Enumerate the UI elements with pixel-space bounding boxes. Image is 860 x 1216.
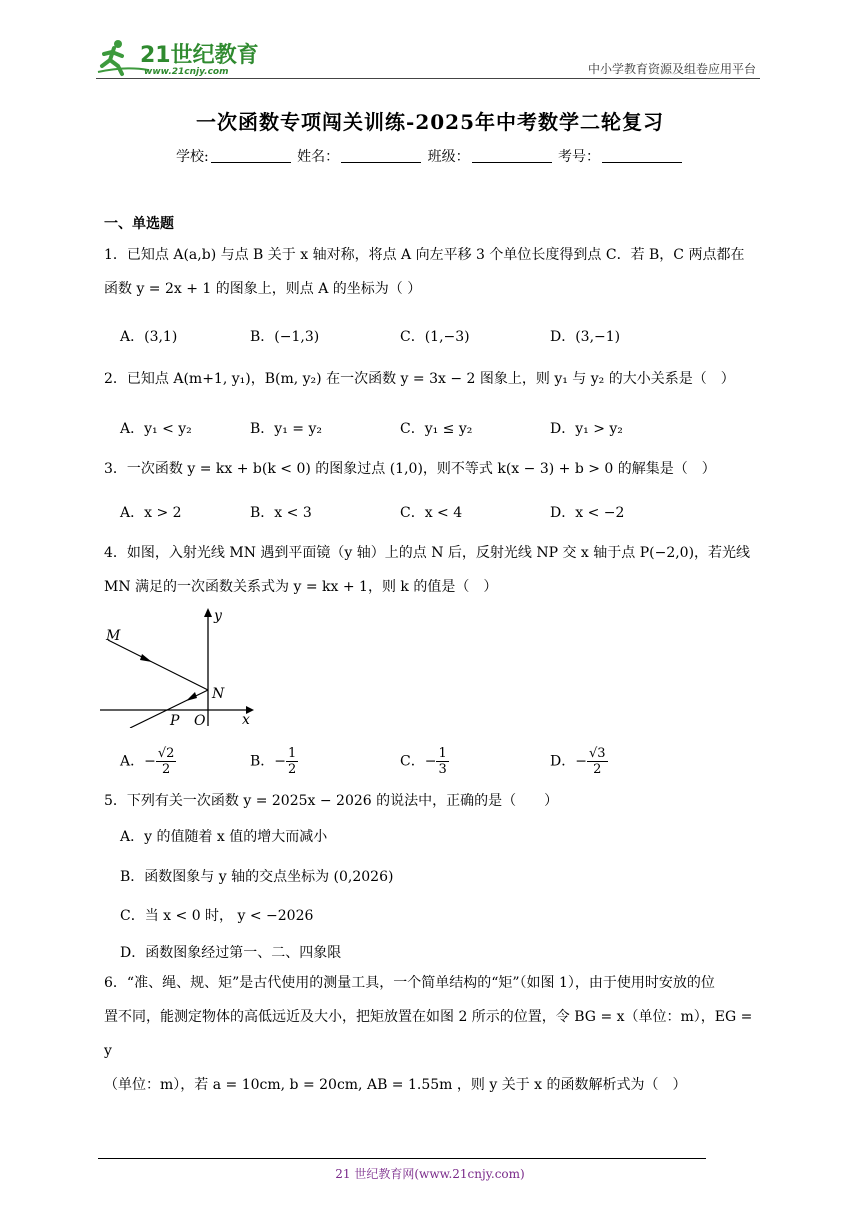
label-x: x xyxy=(242,712,250,728)
q4-a-label: A． xyxy=(120,753,145,770)
q1-option-c[interactable]: C．(1,−3) xyxy=(400,329,470,345)
q3-option-c[interactable]: C．x < 4 xyxy=(400,505,463,521)
q4-option-d[interactable] xyxy=(550,746,608,777)
q5-option-d[interactable]: D．函数图象经过第一、二、四象限 xyxy=(120,945,342,961)
q4-b-fraction xyxy=(286,746,298,777)
incident-ray xyxy=(108,640,208,690)
q4-d-sign: − xyxy=(575,753,587,770)
q4-b-label: B． xyxy=(250,753,275,770)
q4-figure xyxy=(98,606,260,728)
q4-b-den: 2 xyxy=(288,762,297,777)
q5-option-a[interactable]: A．y 的值随着 x 值的增大而减小 xyxy=(120,829,328,845)
q4-b-sign: − xyxy=(274,753,287,770)
q2-line1: 2．已知点 A(m+1, y₁)，B(m, y₂) 在一次函数 y = 3x − 2 图象上，则 y₁ 与 y₂ 的大小关系是（ ） xyxy=(104,371,735,387)
name-field[interactable] xyxy=(341,148,421,163)
q4-b-num: 1 xyxy=(288,746,297,761)
q3-option-d[interactable]: D．x < −2 xyxy=(550,505,625,521)
question-6 xyxy=(104,966,764,1102)
q4-c-label: C． xyxy=(400,753,425,770)
q2-option-d[interactable]: D．y₁ > y₂ xyxy=(550,421,623,437)
question-3 xyxy=(104,452,764,486)
q5-option-c[interactable]: C．当 x < 0 时， y < −2026 xyxy=(120,908,314,924)
q1-option-b[interactable]: B．(−1,3) xyxy=(250,329,320,345)
q1-line1: 1．已知点 A(a,b) 与点 B 关于 x 轴对称，将点 A 向左平移 3 个单位长度得到点 C．若 B，C 两点都在 xyxy=(104,247,745,263)
q4-d-label: D． xyxy=(550,753,576,770)
q4-d-num: √3 xyxy=(588,746,606,761)
q5-line1: 5．下列有关一次函数 y = 2025x − 2026 的说法中，正确的是（ ） xyxy=(104,793,559,809)
label-y: y xyxy=(214,608,222,624)
student-info xyxy=(0,146,860,166)
question-5 xyxy=(104,784,764,818)
reflected-arrow xyxy=(186,692,197,701)
q1-option-a[interactable]: A．(3,1) xyxy=(120,329,178,345)
school-label: 学校: xyxy=(175,149,209,165)
q1-line2: 函数 y = 2x + 1 的图象上，则点 A 的坐标为（ ） xyxy=(104,281,422,297)
q6-line3: （单位：m），若 a = 10cm, b = 20cm, AB = 1.55m ，则 y 关于 x 的函数解析式为（ ） xyxy=(104,1077,687,1093)
q6-line2: 置不同，能测定物体的高低远近及大小，把矩放置在如图 2 所示的位置，令 BG = x（单位：m），EG = y xyxy=(104,1009,753,1059)
q4-option-c[interactable] xyxy=(400,746,449,777)
q5-option-b[interactable]: B．函数图象与 y 轴的交点坐标为 (0,2026) xyxy=(120,869,394,885)
q3-line1: 3．一次函数 y = kx + b(k < 0) 的图象过点 (1,0)，则不等式 k(x − 3) + b > 0 的解集是（ ） xyxy=(104,461,716,477)
q2-option-a[interactable]: A．y₁ < y₂ xyxy=(120,421,192,437)
q4-line1: 4．如图，入射光线 MN 遇到平面镜（y 轴）上的点 N 后，反射光线 NP 交 x 轴于点 P(−2,0)，若光线 xyxy=(104,545,751,561)
site-logo xyxy=(96,36,266,78)
platform-name: 中小学教育资源及组卷应用平台 xyxy=(587,62,756,76)
q4-d-den: 2 xyxy=(593,762,602,777)
question-2 xyxy=(104,362,764,396)
q1-option-d[interactable]: D．(3,−1) xyxy=(550,329,621,345)
name-label: 姓名： xyxy=(297,149,340,165)
footer-divider xyxy=(98,1158,706,1159)
class-label: 班级： xyxy=(427,149,470,165)
q4-a-sign: − xyxy=(144,753,156,770)
q4-option-a[interactable] xyxy=(120,746,176,777)
label-n: N xyxy=(212,686,225,702)
q4-c-sign: − xyxy=(424,753,437,770)
page-title: 一次函数专项闯关训练-2025年中考数学二轮复习 xyxy=(196,110,664,134)
y-axis-arrow xyxy=(204,608,212,617)
q3-option-b[interactable]: B．x < 3 xyxy=(250,505,312,521)
q4-a-fraction xyxy=(156,746,177,777)
q4-c-fraction xyxy=(436,746,448,777)
q3-option-a[interactable]: A．x > 2 xyxy=(120,505,182,521)
label-p: P xyxy=(170,713,180,728)
q2-option-b[interactable]: B．y₁ = y₂ xyxy=(250,421,322,437)
class-field[interactable] xyxy=(472,148,552,163)
question-1 xyxy=(104,238,764,306)
q4-c-den: 3 xyxy=(438,762,447,777)
q6-line1: 6．“准、绳、规、矩”是古代使用的测量工具，一个简单结构的“矩”（如图 1），由于使用时安放的位 xyxy=(104,975,715,991)
q4-d-fraction xyxy=(587,746,608,777)
q4-option-b[interactable] xyxy=(250,746,298,777)
q4-line2: MN 满足的一次函数关系式为 y = kx + 1，则 k 的值是（ ） xyxy=(104,579,498,595)
incident-arrow xyxy=(140,654,152,662)
label-m: M xyxy=(106,628,121,644)
label-o: O xyxy=(194,713,206,728)
section-heading: 一、单选题 xyxy=(104,216,174,232)
q4-c-num: 1 xyxy=(438,746,447,761)
question-4 xyxy=(104,536,764,604)
logo-url: www.21cnjy.com xyxy=(144,67,229,77)
number-label: 考号： xyxy=(558,149,601,165)
q4-a-den: 2 xyxy=(162,762,171,777)
q2-option-c[interactable]: C．y₁ ≤ y₂ xyxy=(400,421,473,437)
q4-a-num: √2 xyxy=(157,746,175,761)
number-field[interactable] xyxy=(602,148,682,163)
footer-text[interactable]: 21 世纪教育网(www.21cnjy.com) xyxy=(335,1167,525,1181)
header-divider xyxy=(96,78,760,79)
school-field[interactable] xyxy=(211,148,291,163)
logo-text: 21世纪教育 xyxy=(140,43,259,68)
